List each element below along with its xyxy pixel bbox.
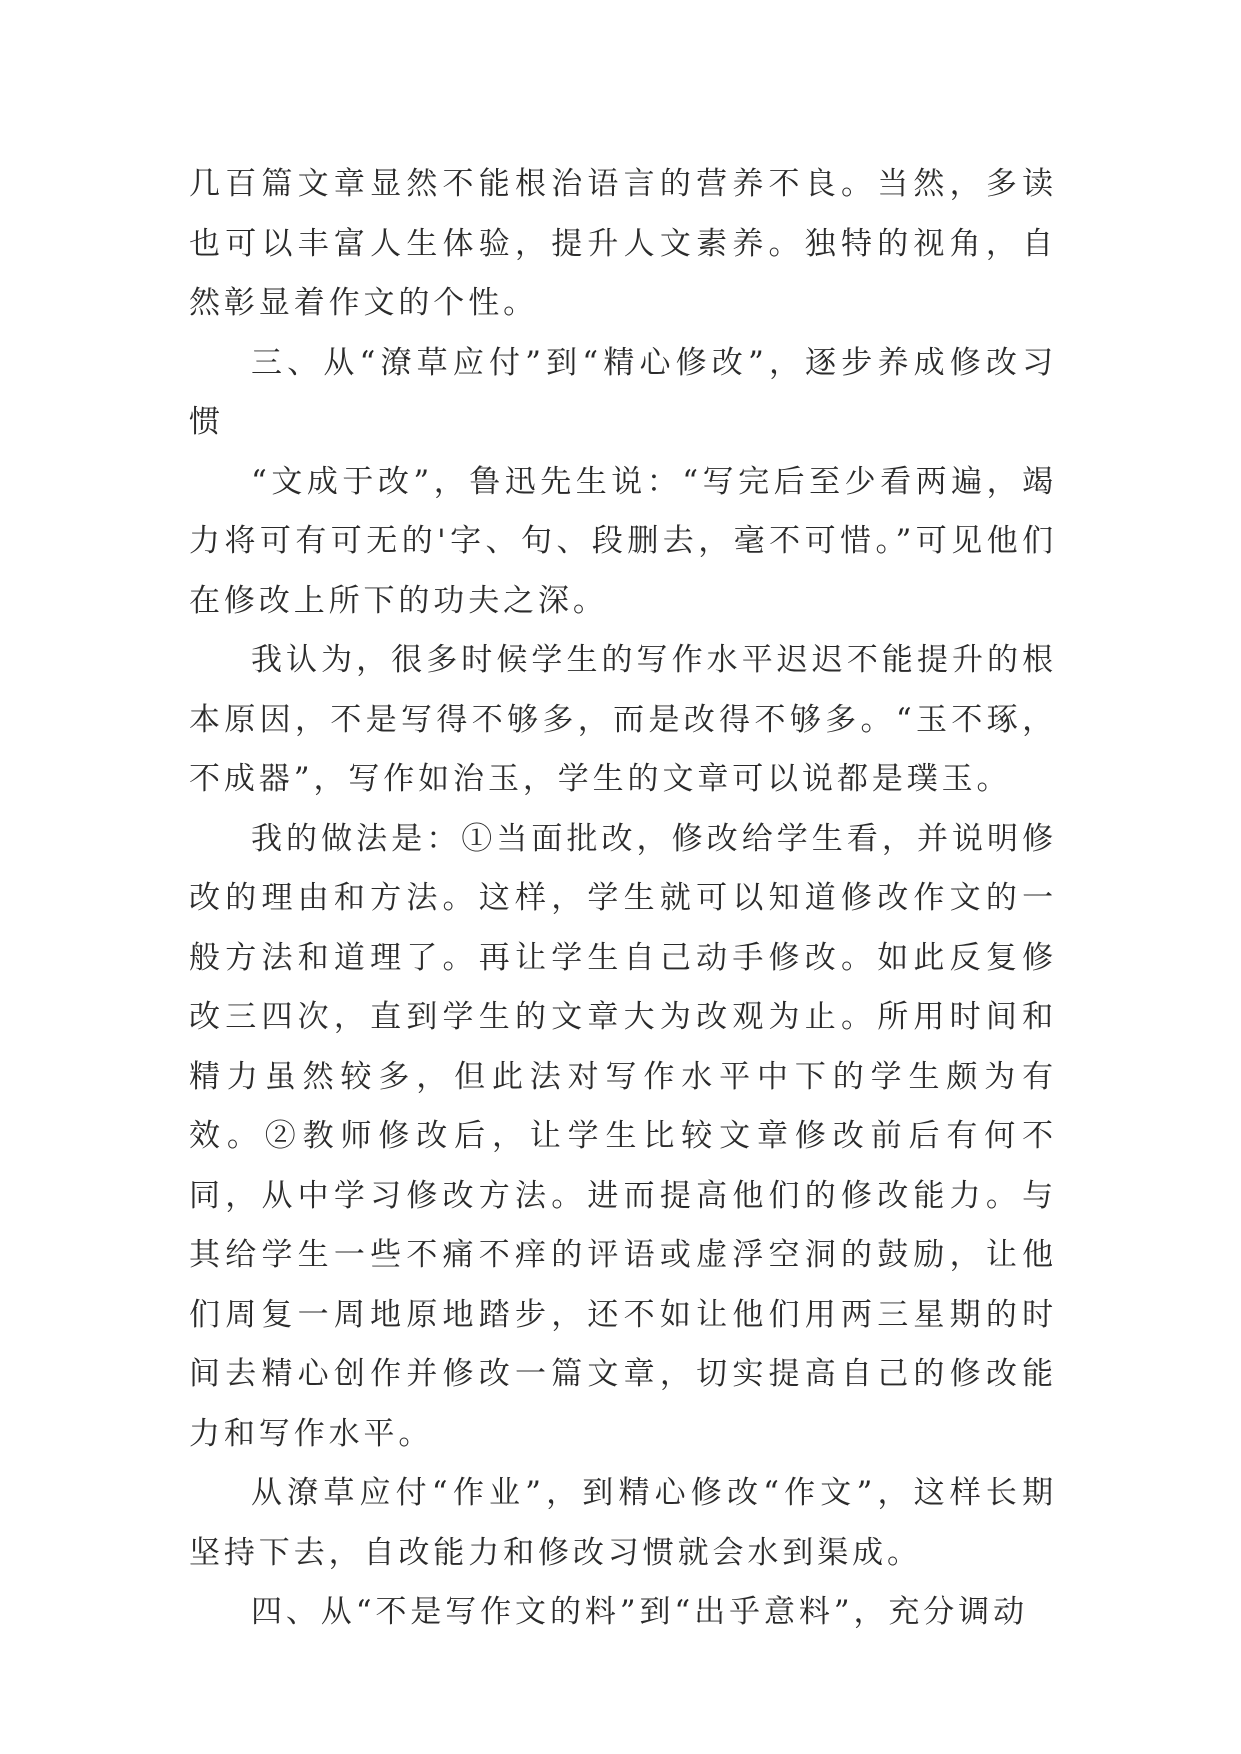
document-body [189, 155, 1057, 1643]
section-heading-three: 三、从“潦草应付”到“精心修改”，逐步养成修改习惯 [189, 344, 1057, 440]
paragraph-lu-xun-quote: “文成于改”，鲁迅先生说：“写完后至少看两遍，竭力将可有可无的'字、句、段删去，毫不可惜。”可见他们在修改上所下的功夫之深。 [189, 463, 1057, 619]
section-heading-four: 四、从“不是写作文的料”到“出乎意料”，充分调动 [251, 1594, 1028, 1630]
paragraph-continued: 几百篇文章显然不能根治语言的营养不良。当然，多读也可以丰富人生体验，提升人文素养。独特的视角，自然彰显着作文的个性。 [189, 166, 1057, 321]
paragraph-conclusion: 从潦草应付“作业”，到精心修改“作文”，这样长期坚持下去，自改能力和修改习惯就会水到渠成。 [189, 1475, 1057, 1571]
paragraph-opinion: 我认为，很多时候学生的写作水平迟迟不能提升的根本原因，不是写得不够多，而是改得不够多。“玉不琢，不成器”，写作如治玉，学生的文章可以说都是璞玉。 [189, 642, 1057, 797]
paragraph-method: 我的做法是：①当面批改，修改给学生看，并说明修改的理由和方法。这样，学生就可以知道修改作文的一般方法和道理了。再让学生自己动手修改。如此反复修改三四次，直到学生的文章大为改观为止。所用时间和精力虽然较多，但此法对写作水平中下的学生颇为有效。②教师修改后，让学生比较文章修改前后有何不同，从中学习修改方法。进而提高他们的修改能力。与其给学生一些不痛不痒的评语或虚浮空洞的鼓励，让他们周复一周地原地踏步，还不如让他们用两三星期的时间去精心创作并修改一篇文章，切实提高自己的修改能力和写作水平。 [189, 820, 1057, 1452]
